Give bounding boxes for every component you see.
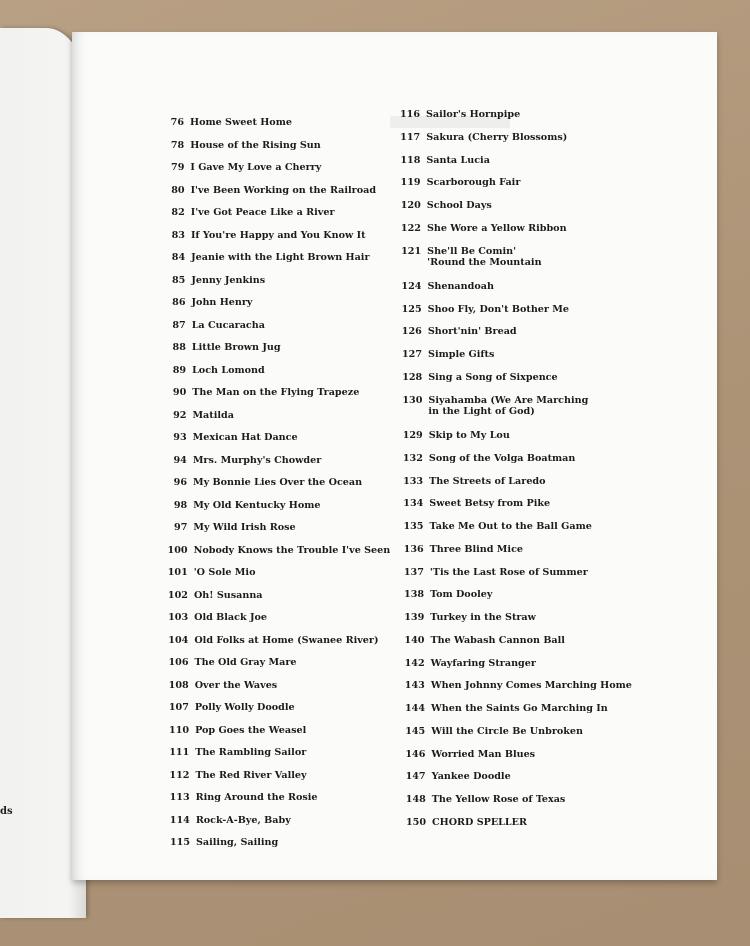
song-title: Worried Man Blues bbox=[431, 748, 536, 760]
contents-entry bbox=[399, 246, 541, 268]
contents-entry bbox=[165, 522, 295, 533]
contents-entry bbox=[403, 726, 583, 737]
song-title: Scarborough Fair bbox=[426, 177, 521, 189]
song-title: Sailing, Sailing bbox=[196, 837, 279, 848]
song-title: Nobody Knows the Trouble I've Seen bbox=[193, 544, 391, 556]
song-title: My Bonnie Lies Over the Ocean bbox=[193, 477, 363, 488]
page-number: 76 bbox=[170, 117, 184, 128]
song-title: Old Black Joe bbox=[194, 612, 268, 623]
contents-entry bbox=[165, 477, 362, 488]
song-title: Shoo Fly, Don't Bother Me bbox=[427, 303, 570, 315]
page-number: 135 bbox=[403, 521, 424, 533]
contents-entry bbox=[167, 770, 306, 781]
page-number: 113 bbox=[169, 792, 190, 803]
page-number: 94 bbox=[173, 454, 187, 466]
song-title: The Old Gray Mare bbox=[194, 657, 297, 668]
song-title: Will the Circle Be Unbroken bbox=[431, 725, 583, 737]
contents-entry bbox=[398, 109, 520, 120]
song-title: The Streets of Laredo bbox=[429, 475, 546, 487]
page-number: 87 bbox=[172, 319, 186, 331]
contents-entry bbox=[400, 395, 588, 417]
contents-entry bbox=[400, 349, 494, 360]
song-title: Yankee Doodle bbox=[431, 771, 511, 783]
contents-entry bbox=[162, 117, 292, 128]
song-title: 'O Sole Mio bbox=[193, 567, 256, 578]
contents-entry bbox=[403, 658, 536, 669]
song-title: House of the Rising Sun bbox=[190, 139, 321, 151]
song-title: School Days bbox=[426, 200, 492, 212]
page-number: 96 bbox=[173, 477, 187, 488]
contents-entry bbox=[399, 200, 492, 211]
contents-entry bbox=[163, 185, 376, 196]
page-number: 143 bbox=[404, 680, 425, 692]
page-number: 139 bbox=[404, 612, 425, 624]
song-title: Wayfaring Stranger bbox=[430, 657, 536, 669]
song-title: Pop Goes the Weasel bbox=[195, 724, 307, 736]
contents-entry bbox=[167, 680, 278, 691]
song-title: Loch Lomond bbox=[192, 364, 265, 376]
page-number: 90 bbox=[172, 387, 187, 398]
song-title: Siyahamba (We Are Marching in the Light of God) bbox=[428, 394, 589, 417]
contents-entry bbox=[163, 230, 366, 241]
contents-entry bbox=[398, 155, 490, 166]
contents-entry bbox=[163, 252, 369, 263]
left-page-text-fragment: ds bbox=[0, 806, 13, 817]
contents-entry bbox=[403, 680, 632, 691]
contents-entry bbox=[404, 817, 527, 828]
song-title: When the Saints Go Marching In bbox=[431, 703, 608, 715]
song-title: Sailor's Hornpipe bbox=[426, 109, 521, 120]
contents-entry bbox=[402, 589, 492, 600]
song-title: Oh! Susanna bbox=[193, 589, 263, 601]
contents-entry bbox=[165, 500, 320, 511]
page-number: 97 bbox=[174, 522, 188, 533]
song-title: My Old Kentucky Home bbox=[193, 499, 321, 511]
contents-entry bbox=[400, 326, 517, 337]
song-title: La Cucaracha bbox=[191, 319, 265, 331]
page-number: 124 bbox=[401, 280, 422, 292]
contents-entry bbox=[398, 132, 567, 143]
page-number: 120 bbox=[400, 200, 421, 212]
page-number: 125 bbox=[401, 303, 422, 315]
page-number: 78 bbox=[170, 139, 185, 151]
contents-entry bbox=[164, 297, 253, 308]
page-number: 82 bbox=[171, 207, 185, 218]
song-title: Mrs. Murphy's Chowder bbox=[192, 454, 322, 466]
page-number: 85 bbox=[171, 274, 186, 286]
page-number: 130 bbox=[402, 394, 423, 406]
contents-entry bbox=[168, 792, 318, 803]
song-title: When Johnny Comes Marching Home bbox=[430, 680, 632, 692]
page-number: 118 bbox=[400, 154, 421, 166]
page-number: 132 bbox=[402, 452, 423, 464]
song-title: I've Been Working on the Railroad bbox=[190, 184, 377, 196]
contents-entry bbox=[403, 703, 608, 714]
song-title: Home Sweet Home bbox=[190, 117, 292, 128]
page-number: 145 bbox=[405, 725, 426, 737]
song-title: Three Blind Mice bbox=[429, 543, 524, 555]
contents-entry bbox=[168, 837, 278, 848]
contents-entry bbox=[404, 794, 566, 805]
page-number: 129 bbox=[402, 429, 423, 441]
contents-entry bbox=[165, 455, 321, 466]
page-number: 80 bbox=[171, 184, 185, 196]
page-number: 111 bbox=[169, 747, 190, 758]
contents-entry bbox=[164, 387, 359, 398]
contents-entry bbox=[402, 544, 523, 555]
song-title: Jeanie with the Light Brown Hair bbox=[191, 252, 370, 263]
contents-entry bbox=[167, 725, 306, 736]
contents-entry bbox=[401, 521, 591, 532]
contents-entry bbox=[399, 281, 493, 292]
page-number: 89 bbox=[172, 364, 187, 376]
song-title: Sakura (Cherry Blossoms) bbox=[426, 131, 568, 143]
contents-entry bbox=[399, 223, 567, 234]
page-number: 127 bbox=[402, 349, 423, 361]
page-number: 107 bbox=[168, 702, 189, 713]
song-title: Tom Dooley bbox=[430, 589, 493, 601]
page-number: 93 bbox=[173, 432, 187, 443]
page-number: 119 bbox=[400, 177, 421, 189]
contents-entry bbox=[162, 140, 321, 151]
song-title: If You're Happy and You Know It bbox=[190, 229, 366, 241]
contents-entry bbox=[167, 702, 295, 713]
song-title: Turkey in the Straw bbox=[430, 612, 536, 624]
song-title: The Rambling Sailor bbox=[195, 747, 307, 758]
page-number: 112 bbox=[169, 769, 190, 781]
contents-entry bbox=[166, 590, 263, 601]
page-number: 150 bbox=[405, 817, 426, 828]
contents-entry bbox=[402, 612, 536, 623]
contents-entry bbox=[163, 275, 265, 286]
page-number: 140 bbox=[404, 634, 425, 646]
page-number: 101 bbox=[167, 567, 188, 578]
page-number: 88 bbox=[172, 342, 186, 353]
song-title: Sing a Song of Sixpence bbox=[428, 371, 558, 383]
song-title: Santa Lucia bbox=[426, 154, 490, 166]
contents-entry bbox=[400, 304, 569, 315]
page-number: 114 bbox=[169, 814, 190, 826]
contents-entry bbox=[164, 365, 265, 376]
song-title: Little Brown Jug bbox=[191, 342, 281, 353]
page-number: 84 bbox=[171, 252, 186, 263]
page-number: 134 bbox=[403, 498, 424, 510]
page-number: 142 bbox=[404, 657, 425, 669]
page-number: 128 bbox=[402, 371, 423, 383]
contents-entry bbox=[166, 635, 378, 646]
song-title: Rock-A-Bye, Baby bbox=[195, 814, 291, 826]
song-title: I Gave My Love a Cherry bbox=[190, 162, 322, 173]
page-number: 147 bbox=[405, 771, 426, 783]
page-number: 133 bbox=[403, 475, 424, 487]
song-title: The Man on the Flying Trapeze bbox=[192, 387, 360, 398]
page-number: 79 bbox=[171, 162, 185, 173]
song-title: My Wild Irish Rose bbox=[193, 522, 296, 533]
song-title: She'll Be Comin' 'Round the Mountain bbox=[427, 245, 542, 268]
song-title: Old Folks at Home (Swanee River) bbox=[194, 634, 379, 646]
song-title: Shenandoah bbox=[427, 280, 494, 292]
page-number: 98 bbox=[173, 499, 188, 511]
page-number: 108 bbox=[168, 679, 189, 691]
contents-entry bbox=[163, 207, 335, 218]
page-number: 106 bbox=[168, 657, 189, 668]
song-title: I've Got Peace Like a River bbox=[190, 207, 335, 218]
page-number: 144 bbox=[405, 703, 426, 715]
song-title: CHORD SPELLER bbox=[432, 817, 527, 828]
song-title: Song of the Volga Boatman bbox=[428, 452, 576, 464]
song-title: The Wabash Cannon Ball bbox=[430, 634, 565, 646]
contents-entry bbox=[402, 567, 588, 578]
page-number: 126 bbox=[401, 326, 422, 338]
contents-entry bbox=[166, 612, 267, 623]
song-title: Polly Wolly Doodle bbox=[194, 702, 295, 713]
page-number: 116 bbox=[399, 109, 420, 120]
contents-entry bbox=[401, 453, 575, 464]
contents-entry bbox=[162, 162, 321, 173]
song-title: Take Me Out to the Ball Game bbox=[429, 521, 592, 533]
page-number: 115 bbox=[169, 837, 190, 848]
song-title: Mexican Hat Dance bbox=[192, 432, 298, 443]
page-number: 100 bbox=[167, 544, 188, 556]
contents-entry bbox=[165, 432, 298, 443]
contents-entry bbox=[167, 657, 297, 668]
page-number: 146 bbox=[405, 748, 426, 760]
page-number: 103 bbox=[168, 612, 189, 623]
page-number: 138 bbox=[404, 589, 425, 601]
page-number: 148 bbox=[405, 794, 426, 806]
contents-entry bbox=[164, 320, 265, 331]
song-title: Matilda bbox=[192, 409, 234, 421]
contents-entry bbox=[168, 815, 291, 826]
page-number: 121 bbox=[401, 245, 422, 257]
page-number: 104 bbox=[168, 634, 189, 646]
contents-entry bbox=[401, 498, 550, 509]
song-title: The Yellow Rose of Texas bbox=[431, 794, 566, 806]
song-title: Jenny Jenkins bbox=[191, 274, 266, 286]
contents-entry bbox=[404, 771, 511, 782]
contents-entry bbox=[403, 749, 535, 760]
page-number: 83 bbox=[171, 229, 185, 241]
song-title: Sweet Betsy from Pike bbox=[429, 498, 551, 510]
song-title: Over the Waves bbox=[194, 679, 278, 691]
contents-entry bbox=[164, 410, 233, 421]
page-number: 122 bbox=[400, 222, 421, 234]
contents-entry bbox=[401, 430, 510, 441]
page-number: 136 bbox=[403, 543, 424, 555]
song-title: 'Tis the Last Rose of Summer bbox=[429, 566, 588, 578]
contents-entry bbox=[167, 747, 306, 758]
song-title: Ring Around the Rosie bbox=[195, 792, 318, 803]
contents-entry bbox=[166, 545, 391, 556]
page-number: 92 bbox=[173, 409, 187, 421]
page-number: 86 bbox=[172, 297, 186, 308]
page-number: 137 bbox=[403, 566, 424, 578]
contents-entry bbox=[166, 567, 256, 578]
page-number: 110 bbox=[169, 724, 190, 736]
song-title: She Wore a Yellow Ribbon bbox=[426, 222, 567, 234]
song-title: Short'nin' Bread bbox=[427, 326, 517, 338]
page-number: 102 bbox=[167, 589, 188, 601]
song-title: John Henry bbox=[191, 297, 253, 308]
page-number: 117 bbox=[400, 131, 421, 143]
contents-entry bbox=[401, 476, 545, 487]
song-title: Skip to My Lou bbox=[428, 429, 510, 441]
contents-entry bbox=[164, 342, 281, 353]
song-title: The Red River Valley bbox=[195, 769, 307, 781]
contents-entry bbox=[402, 635, 565, 646]
contents-entry bbox=[400, 372, 557, 383]
contents-entry bbox=[399, 177, 521, 188]
song-title: Simple Gifts bbox=[428, 349, 495, 361]
